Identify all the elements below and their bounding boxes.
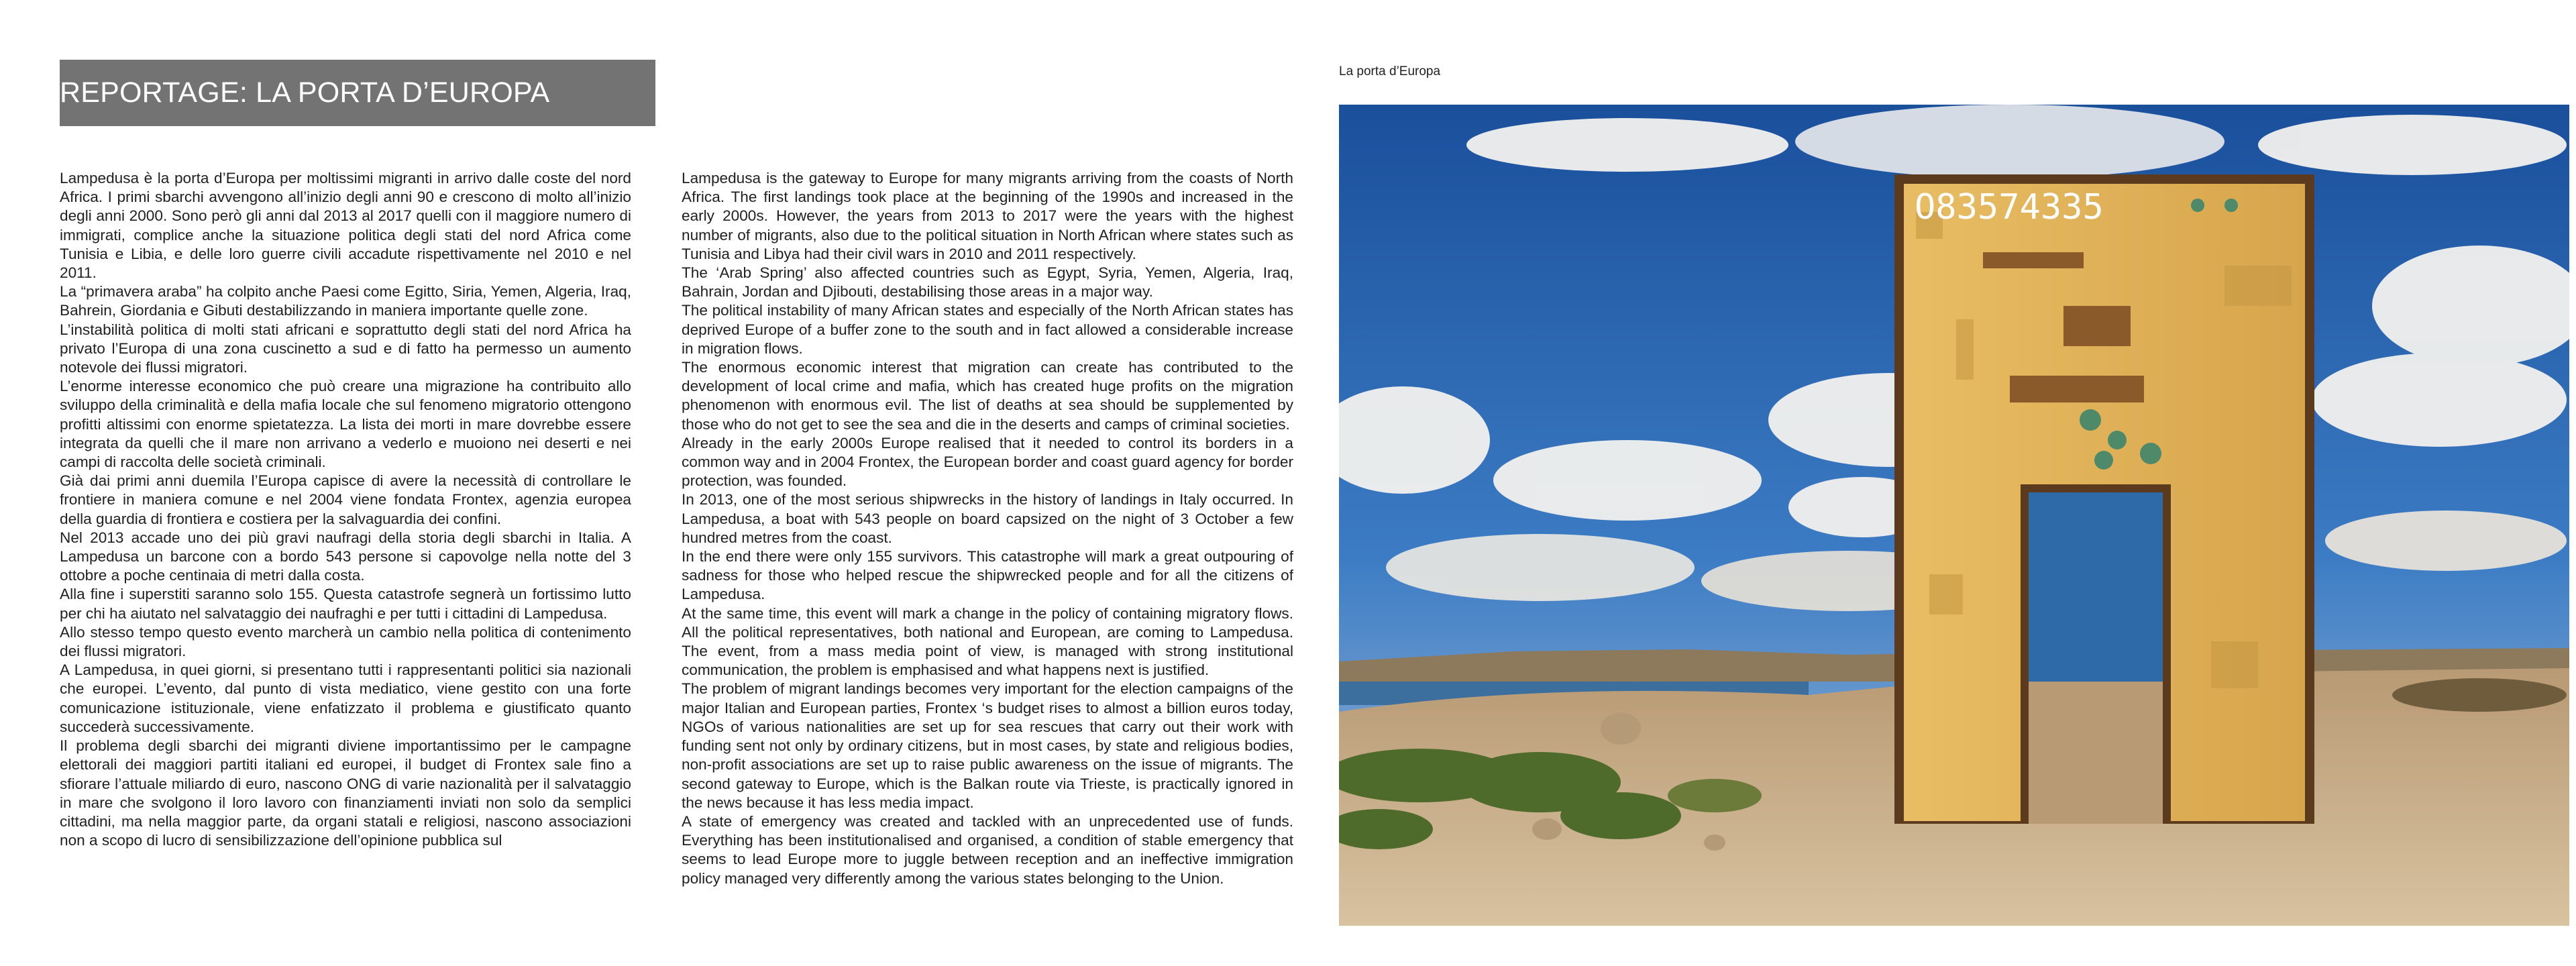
page-title: REPORTAGE: LA PORTA D’EUROPA bbox=[60, 76, 550, 109]
it-paragraph: L’enorme interesse economico che può creare una migrazione ha contribuito allo sviluppo della criminalità e della mafia locale che sul fenomeno migratorio ottengono profitti altissimi con enorme spietatezza. La lista dei morti in mare dovrebbe essere integrata da quelli che il mare non arrivano a vederlo e muoiono nei deserti e nei campi di raccolta delle società criminali. bbox=[60, 378, 631, 471]
it-paragraph: A Lampedusa, in quei giorni, si presentano tutti i rappresentanti politici sia nazionali che europei. L’evento, dal punto di vista mediatico, viene gestito con una forte comunicazione istituzionale, viene enfatizzato il problema e giustificato quanto succederà successivamente. bbox=[60, 661, 631, 735]
it-paragraph: Allo stesso tempo questo evento marcherà un cambio nella politica di contenimento dei flussi migratori. bbox=[60, 623, 631, 660]
en-paragraph: Lampedusa is the gateway to Europe for many migrants arriving from the coasts of North Africa. The first landings took place at the beginning of the 1990s and increased in the early 2000s. However, the years from 2013 to 2017 were the years with the highest number of migrants, also due to the political situation in North African where states such as Tunisia and Libya had their civil wars in 2010 and 2011 respectively. bbox=[682, 170, 1293, 262]
it-paragraph: Il problema degli sbarchi dei migranti diviene importantissimo per le campagne elettorali dei maggiori partiti italiani ed europei, il budget di Frontex sale fino a sfiorare l’attuale miliardo di euro, nascono ONG di varie nazionalità per il salvataggio in mare che svolgono il loro lavoro con finanziamenti inviati non solo da semplici cittadini, ma nella maggior parte, da organi statali e religiosi, nascono associazioni non a scopo di lucro di sensibilizzazione dell’opinione pubblica sul bbox=[60, 737, 631, 849]
en-paragraph: In 2013, one of the most serious shipwrecks in the history of landings in Italy occurred. In Lampedusa, a boat with 543 people on board capsized on the night of 3 October a few hundred metres from the coast. bbox=[682, 491, 1293, 546]
it-paragraph: Alla fine i superstiti saranno solo 155. Questa catastrofe segnerà un fortissimo lutto per chi ha aiutato nel salvataggio dei naufraghi e per tutti i cittadini di Lampedusa. bbox=[60, 586, 631, 622]
door-of-europe-photo bbox=[1339, 105, 2569, 926]
english-text-column bbox=[682, 169, 1293, 888]
italian-text-column bbox=[60, 169, 631, 850]
en-paragraph: The problem of migrant landings becomes very important for the election campaigns of the major Italian and European parties, Frontex ‘s budget rises to almost a billion euros today, NGOs of various nationalities are set up for sea rescues that carry out their work with funding sent not only by ordinary citizens, but in most cases, by state and religious bodies, non-profit associations are set up to raise public awareness on the issue of migrants. The second gateway to Europe, which is the Balkan route via Trieste, is practically ignored in the news because it has less media impact. bbox=[682, 680, 1293, 811]
en-paragraph: The ‘Arab Spring’ also affected countries such as Egypt, Syria, Yemen, Algeria, Iraq, Bahrain, Jordan and Djibouti, destabilising those areas in a major way. bbox=[682, 264, 1293, 301]
it-paragraph: L’instabilità politica di molti stati africani e soprattutto degli stati del nord Africa ha privato l’Europa di una zona cuscinetto a sud e di fatto ha permesso un aumento notevole dei flussi migratori. bbox=[60, 321, 631, 376]
en-paragraph: In the end there were only 155 survivors. This catastrophe will mark a great outpouring of sadness for those who helped rescue the shipwrecked people and for all the citizens of Lampedusa. bbox=[682, 548, 1293, 603]
it-paragraph: Già dai primi anni duemila l’Europa capisce di avere la necessità di controllare le frontiere in maniera comune e nel 2004 viene fondata Frontex, agenzia europea della guardia di frontiera e costiera per la salvaguardia dei confini. bbox=[60, 472, 631, 527]
it-paragraph: Nel 2013 accade uno dei più gravi naufragi della storia degli sbarchi in Italia. A Lampedusa un barcone con a bordo 543 persone si capovolge nella notte del 3 ottobre a poche centinaia di metri dalla costa. bbox=[60, 529, 631, 584]
it-paragraph: Lampedusa è la porta d’Europa per moltissimi migranti in arrivo dalle coste del nord Africa. I primi sbarchi avvengono all’inizio degli anni 90 e crescono di molto all’inizio degli anni 2000. Sono però gli anni dal 2013 al 2017 quelli con il maggiore numero di immigrati, complice anche la situazione politica degli stati del nord Africa come Tunisia e Libia, e delle loro guerre civili accadute rispettivamente nel 2010 e nel 2011. bbox=[60, 170, 631, 282]
photo-illustration bbox=[1339, 105, 2569, 926]
en-paragraph: The political instability of many African states and especially of the North African states has deprived Europe of a buffer zone to the south and in fact allowed a considerable increase in migration flows. bbox=[682, 302, 1293, 357]
door-inscription: O83574335 bbox=[1915, 187, 2104, 227]
en-paragraph: A state of emergency was created and tackled with an unprecedented use of funds. Everything has been institutionalised and organised, a condition of stable emergency that seems to lead Europe more to juggle between reception and an ineffective immigration policy managed very differently among the various states belonging to the Union. bbox=[682, 812, 1293, 887]
door-sculpture bbox=[1894, 174, 2314, 824]
it-paragraph: La “primavera araba” ha colpito anche Paesi come Egitto, Siria, Yemen, Algeria, Iraq, Bahrein, Giordania e Gibuti destabilizzando in maniera importante quelle zone. bbox=[60, 283, 631, 319]
title-bar bbox=[60, 60, 655, 126]
photo-caption: La porta d’Europa bbox=[1339, 64, 1441, 78]
en-paragraph: At the same time, this event will mark a change in the policy of containing migratory flows. All the political representatives, both national and European, are coming to Lampedusa. The event, from a mass media point of view, is managed with strong institutional communication, the problem is emphasised and what happens next is justified. bbox=[682, 604, 1293, 679]
en-paragraph: Already in the early 2000s Europe realised that it needed to control its borders in a common way and in 2004 Frontex, the European border and coast guard agency for border protection, was founded. bbox=[682, 434, 1293, 490]
en-paragraph: The enormous economic interest that migration can create has contributed to the development of local crime and mafia, which has created huge profits on the migration phenomenon with enormous evil. The list of deaths at sea should be supplemented by those who do not get to see the sea and die in the deserts and camps of criminal societies. bbox=[682, 359, 1293, 433]
